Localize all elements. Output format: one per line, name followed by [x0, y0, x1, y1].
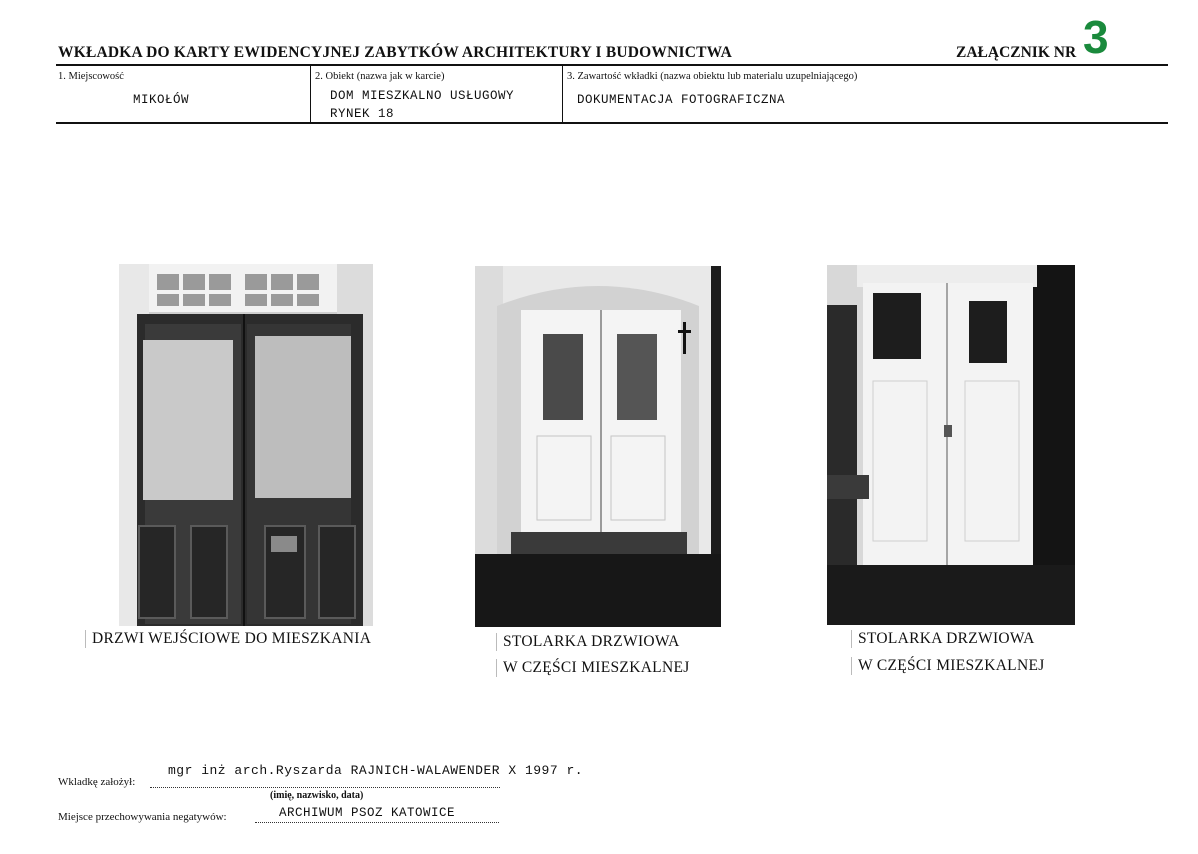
founded-hint: (imię, nazwisko, data): [270, 790, 364, 801]
storage-label: Miejsce przechowywania negatywów:: [58, 811, 227, 823]
object-label: 2. Obiekt (nazwa jak w karcie): [315, 71, 445, 82]
photo-entrance-door: [119, 264, 373, 626]
content-label: 3. Zawartość wkładki (nazwa obiektu lub materialu uzupelniającego): [567, 71, 858, 82]
photo-interior-door-2: [827, 265, 1075, 625]
header-rule-top: [56, 64, 1168, 66]
founded-label: Wkladkę założył:: [58, 776, 136, 788]
locality-label: 1. Miejscowość: [58, 71, 124, 82]
photo-caption-3-line1: STOLARKA DRZWIOWA: [851, 630, 1035, 648]
founded-value: mgr inż arch.Ryszarda RAJNICH-WALAWENDER X 1997 r.: [168, 763, 584, 778]
storage-value: ARCHIWUM PSOZ KATOWICE: [279, 806, 456, 820]
photo-interior-door-1: [475, 266, 721, 627]
photo-caption-2-line1: STOLARKA DRZWIOWA: [496, 633, 680, 651]
object-value-line1: DOM MIESZKALNO USŁUGOWY: [330, 89, 515, 103]
photo-caption-1: DRZWI WEJŚCIOWE DO MIESZKANIA: [85, 630, 371, 648]
founded-dotted-line: [150, 776, 500, 788]
locality-value: MIKOŁÓW: [133, 93, 190, 107]
storage-dotted-line: [255, 811, 499, 823]
content-value: DOKUMENTACJA FOTOGRAFICZNA: [577, 93, 786, 107]
annex-label: ZAŁĄCZNIK NR: [956, 44, 1077, 61]
column-divider: [310, 66, 311, 123]
photo-caption-3-line2: W CZĘŚCI MIESZKALNEJ: [851, 657, 1045, 675]
document-title: WKŁADKA DO KARTY EWIDENCYJNEJ ZABYTKÓW ARCHITEKTURY I BUDOWNICTWA: [58, 44, 733, 61]
photo-caption-2-line2: W CZĘŚCI MIESZKALNEJ: [496, 659, 690, 677]
header-rule-bottom: [56, 122, 1168, 124]
column-divider: [562, 66, 563, 123]
object-value-line2: RYNEK 18: [330, 107, 395, 121]
annex-number: 3: [1083, 11, 1109, 63]
